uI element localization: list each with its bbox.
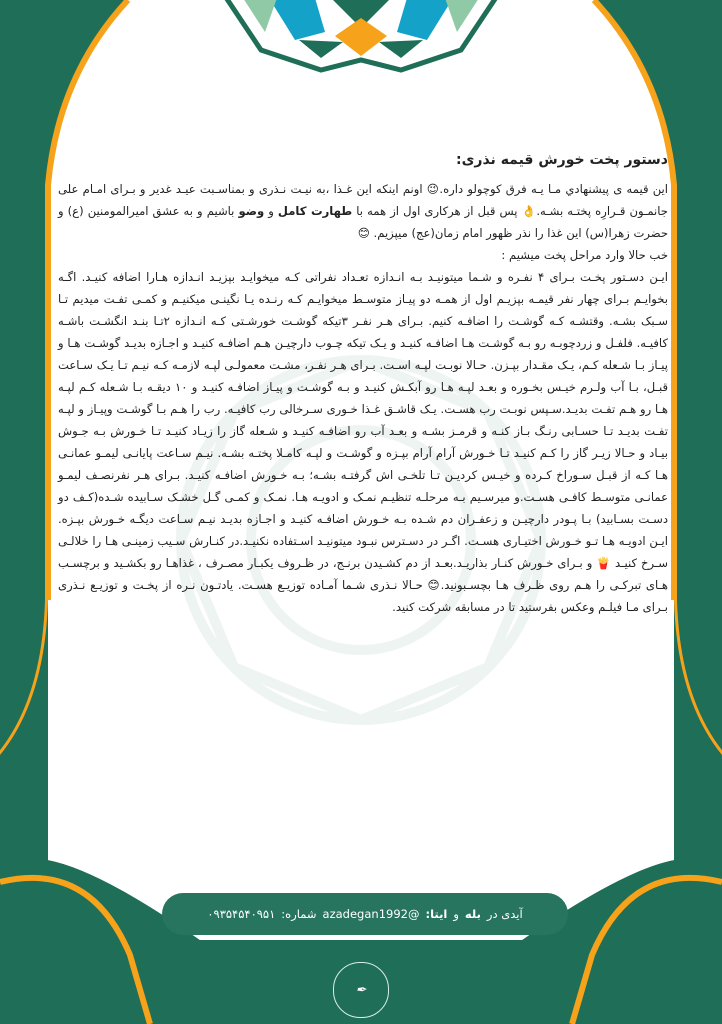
recipe-content — [58, 152, 668, 618]
intro-bold-2: وضو — [238, 204, 265, 218]
intro-text-1: این قیمه ی پیشنهادي مـا یـه فرق کوچولو داره.😉 اونم اینکه این غـذا ،به نیـت نـذری و بمناسـبت عیـد غدیر و بـرای امـام علی جانمـون قـرارِه پختـه بشـه.👌 پس قبل از هرکاری اول از همه با — [58, 182, 668, 218]
contact-prefix: آیدی در — [486, 907, 523, 921]
contact-app-1: بله — [464, 907, 481, 921]
calligraphy-logo: ✒︎ — [333, 962, 389, 1018]
contact-phone-label: شماره: — [281, 907, 317, 921]
page-title: دستور پخت خورش قیمه نذری: — [455, 152, 668, 168]
intro-paragraph — [58, 178, 668, 244]
recipe-body: ایـن دسـتور پخـت بـرای ۴ نفـره و شـما میتونیـد بـه انـدازه تعـداد نفراتی کـه میخوایـد بپزیـد انـدازه هـارا اضافه کنیـد. اگـه بخوایـم بـرای چهار نفر قیمـه بپزیـم اول از همـه دو پیـاز متوسـط میخوایـم کـه رنـده یـا نگینـی میکنیـم و کمـی تفـت میدیم تـا سـبک بشـه. وقتشـه کـه گوشـت را اضافـه کنیم. بـرای هـر نفـر ۳تیکه گوشـت خورشـتی کـه انـدازه ۲تـا بنـد انگشـت باشـه کافیـه. فلفـل و زردچوبـه رو بـه گوشـت هـا اضافـه کنیـد و یـک تیکه چـوب دارچیـن هـم اضافـه کنیـد و اجـازه بدیـد گوشـت هـا و پیـاز بـا شـعله کـم، یـک مقـدار بپـزن. حـالا نوبـت لپـه اسـت. بـرای هـر نفـر، مشـت معمولـی لپـه لازمـه کـه نیـم تـا یـک سـاعت قبـل، بـا آب ولـرم خیـس بخـوره و بعـد لپـه هـا رو آبکـش کنیـد و بـه گوشـت و پیـاز اضافـه کنیـد و ۱۰ دیقـه بـا شـعله کـم لپـه هـا رو هـم تفـت بدیـد.سـپس نوبـت رب هسـت. یـک قاشـق غـذا خـوری سـرخالی رب کافیـه. رب را هـم بـا گوشـت وپیـاز و لپـه تفـت بدیـد تـا حسـابی رنـگ بـاز کنـه و قرمـز بشـه و بعـد آب رو اضافـه کنیـد و شـعله گاز را زیـاد کنیـد تـا خـورش بـه جـوش بیـاد و حـالا زیـر گاز را کـم کنیـد تـا خـورش آرام آرام بپـزه و گوشـت و لپـه کامـلا پختـه بشـه. نیـم سـاعت پایانـی لیمـو عمانـی هـا کـه از قبـل سـوراخ کـرده و خیـس کردیـن تـا تلخـی اش گرفتـه بشـه؛ بـه خـورش اضافـه کنیـد. بـرای هـر نفرنصـف لیمـو عمانـی متوسـط کافـی هسـت.و میرسـیم بـه مرحلـه تنظیـم نمـک و ادویـه هـا. نمـک و کمـی گـل خشـک سـابیده شـده(کـف دو دسـت بسـابید) بـا پـودر دارچیـن و زعفـران دم شـده بـه خـورش اضافـه کنیـد و اجـازه بدیـد نیـم سـاعت دیگـه خـورش بپـزه. ایـن ادویـه هـا تـو خـورش اختیـاری هسـت. اگـر در دسـترس نبـود میتونیـد اسـتفاده نکنیـد.در کنـارش سـیب زمینـی هـا را خلالـی سـرخ کنیـد 🍟 و بـرای خـورش کنـار بذاریـد.بعـد از دم کشـیدن برنـج، در ظـروف یکبـار مصـرف ، غذاهـا رو بکشـید و برچسـب هـای تبرکـی را هـم روی ظـرف هـا بچسـبونید.😊 حـالا نـذری شـما آمـاده توزیـع هسـت. یادتـون نـره از پخـت و توزیـع نـذری بـرای مـا فیلـم وعکس بفرستید تا در مسابقه شرکت کنید. — [58, 270, 668, 614]
contact-and: و — [453, 907, 459, 921]
contact-id[interactable]: @azadegan1992 — [322, 907, 420, 921]
top-ornament — [221, 0, 501, 70]
intro-text-3: باشیم و به عشق امیرالمومنین (ع) و حضرت زهرا(س) این غذا را نذر ظهور امام زمان(عج) میپزیم. 😊 — [58, 204, 668, 240]
steps-intro: خب حالا وارد مراحل پخت میشیم : — [501, 248, 668, 262]
intro-bold-1: طهارت کامل — [277, 204, 353, 218]
intro-text-2: و — [264, 204, 278, 218]
contact-pill — [162, 893, 568, 935]
contact-app-2: ایتا: — [425, 907, 448, 921]
contact-phone[interactable]: ۰۹۳۵۴۵۴۰۹۵۱ — [207, 907, 276, 921]
